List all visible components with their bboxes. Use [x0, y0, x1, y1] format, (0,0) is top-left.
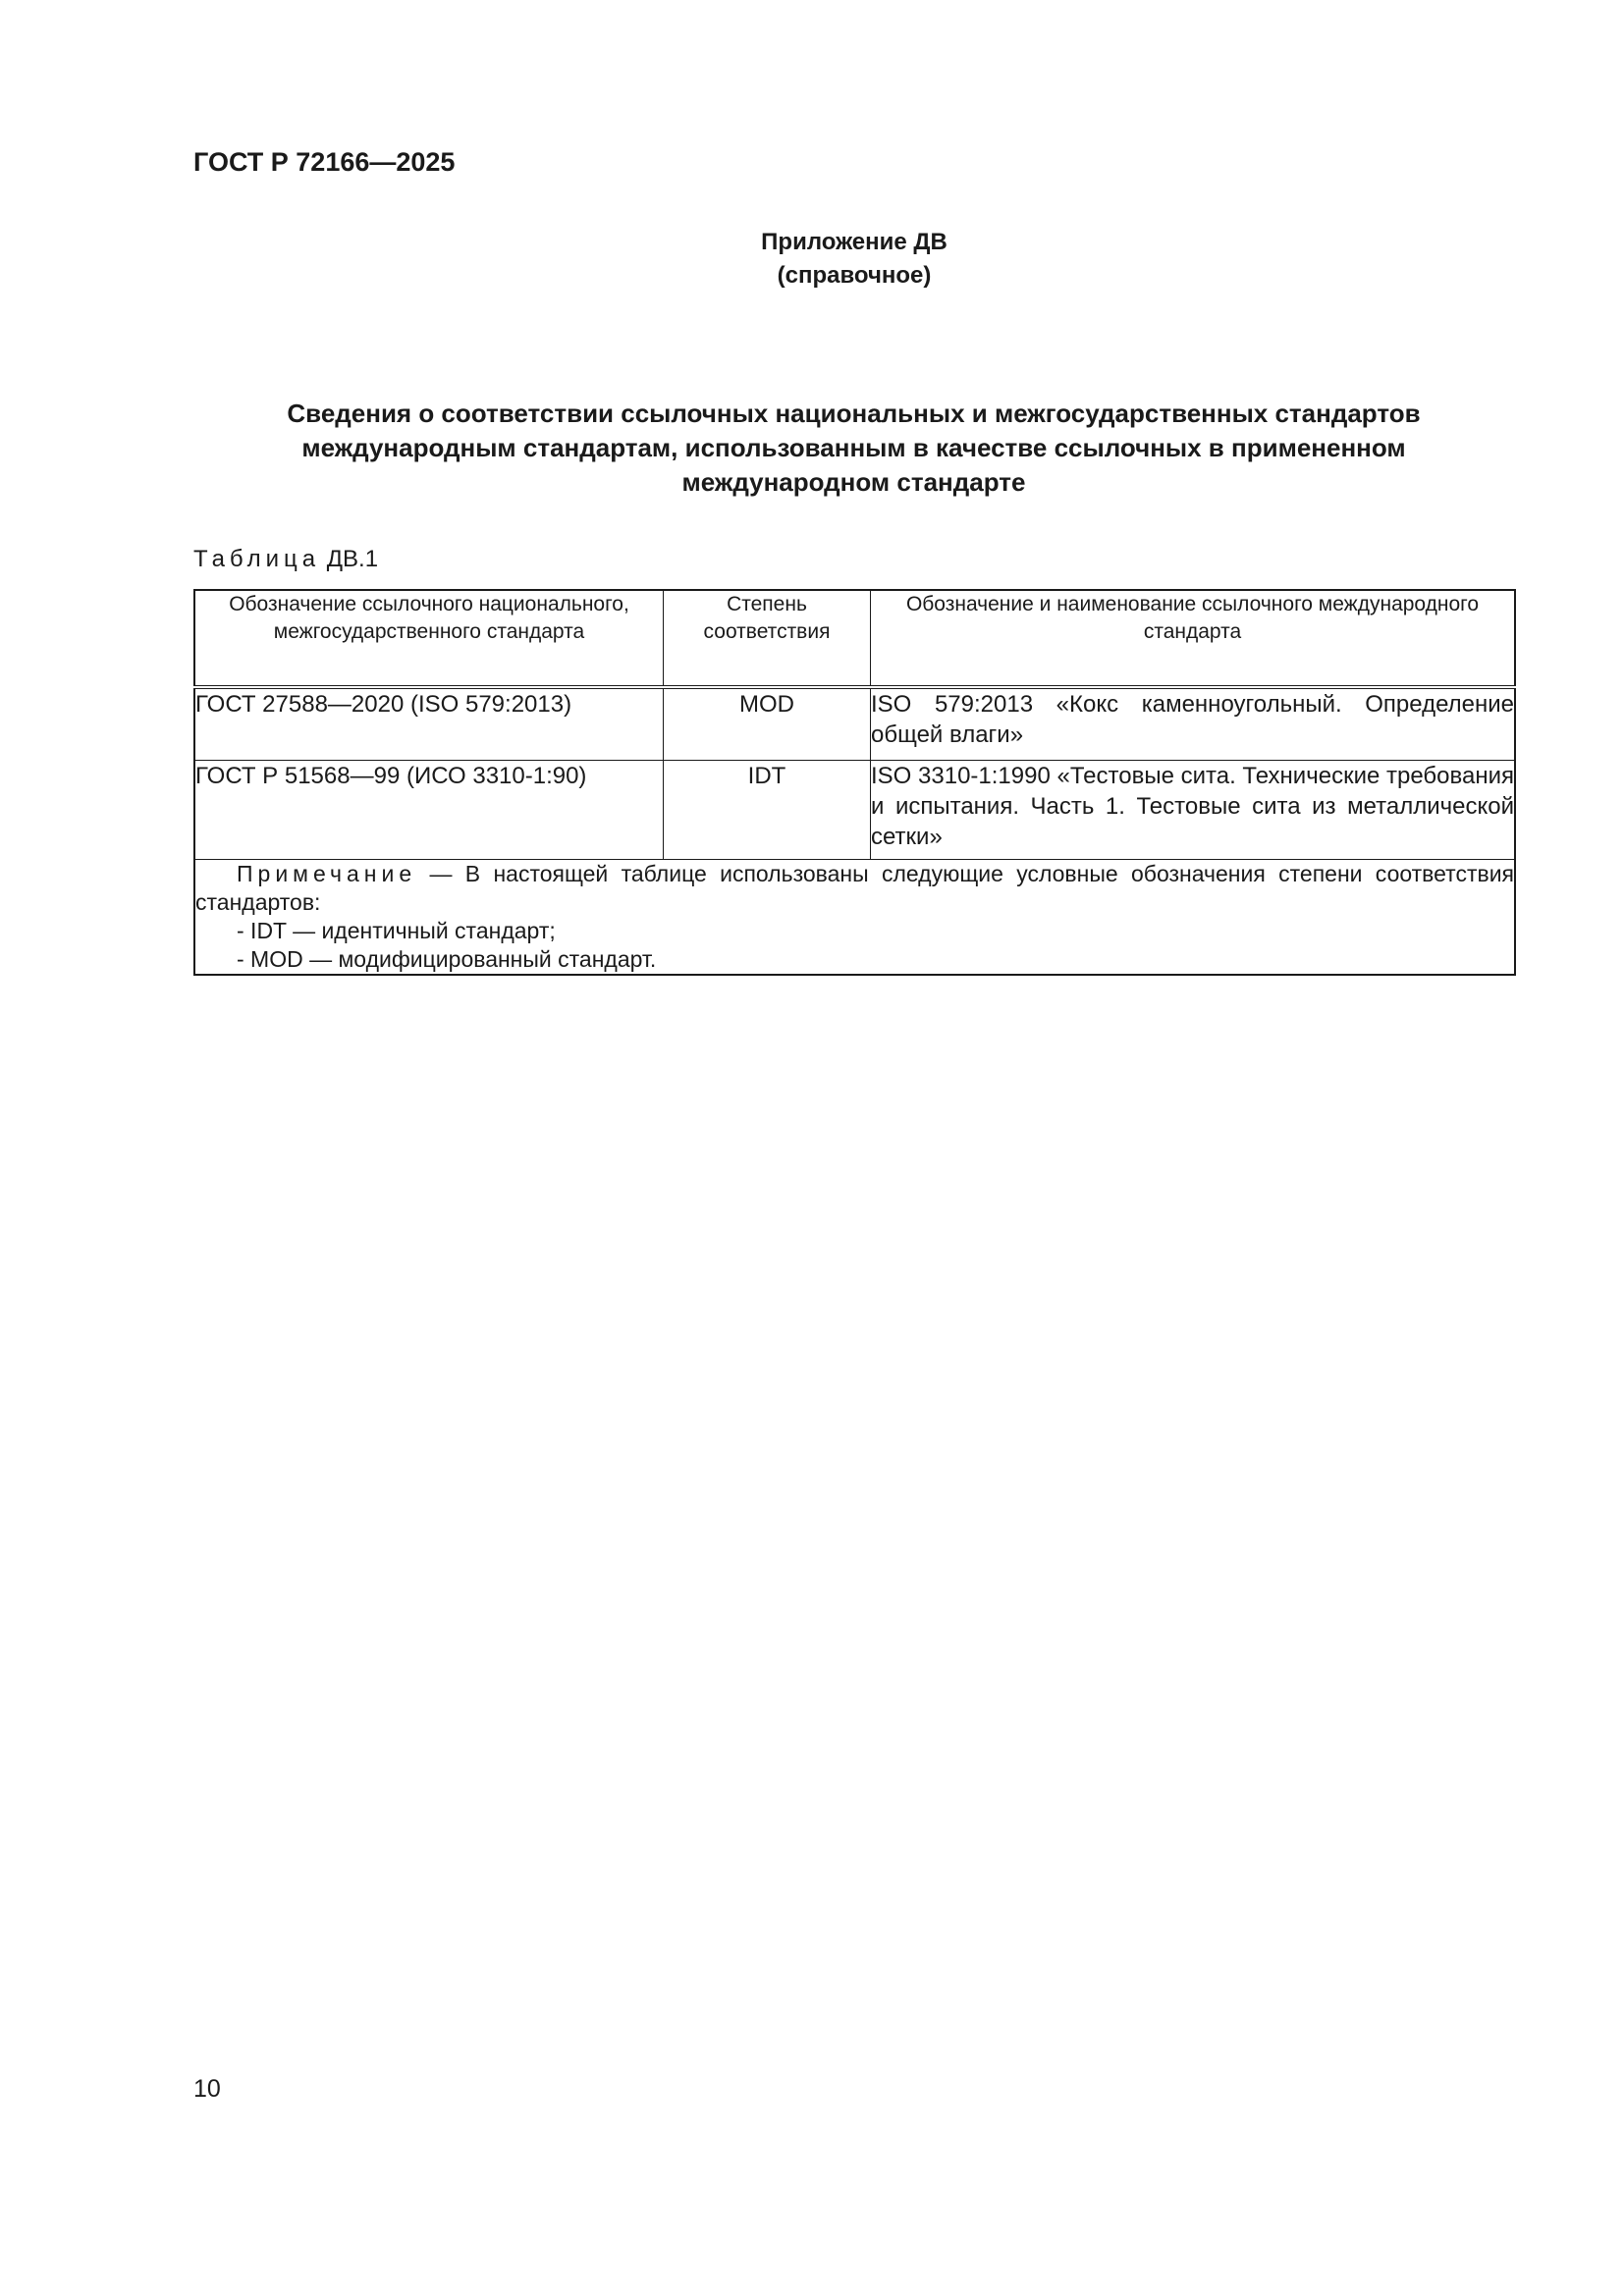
table-note-row	[194, 860, 1515, 976]
table-note	[194, 860, 1515, 976]
correspondence-table	[193, 589, 1516, 976]
cell-degree: MOD	[664, 687, 871, 761]
header-degree: Степень соответствия	[664, 590, 871, 687]
appendix-title-block	[0, 226, 1624, 293]
document-id: ГОСТ Р 72166—2025	[193, 147, 456, 177]
header-international-standard: Обозначение и наименование ссылочного международного стандарта	[871, 590, 1516, 687]
table-caption	[193, 546, 378, 573]
heading-line-3: международном стандарте	[681, 467, 1026, 497]
note-lead	[195, 860, 1514, 917]
table-caption-word: Таблица	[193, 546, 321, 572]
cell-national: ГОСТ 27588—2020 (ISO 579:2013)	[194, 687, 664, 761]
cell-international: ISO 3310-1:1990 «Тестовые сита. Технические требования и испытания. Часть 1. Тестовые сита из металлической сетки»	[871, 761, 1516, 860]
table-row	[194, 761, 1515, 860]
header-national-standard: Обозначение ссылочного национального, межгосударственного стандарта	[194, 590, 664, 687]
note-text: — В настоящей таблице использованы следующие условные обозначения степени соответствия стандартов:	[195, 861, 1515, 915]
table-row	[194, 687, 1515, 761]
note-item: - MOD — модифицированный стандарт.	[237, 946, 657, 972]
cell-national: ГОСТ Р 51568—99 (ИСО 3310-1:90)	[194, 761, 664, 860]
heading-line-1: Сведения о соответствии ссылочных национальных и межгосударственных стандартов	[287, 399, 1421, 428]
page-number: 10	[193, 2075, 221, 2103]
section-heading	[193, 397, 1514, 500]
table-caption-number: ДВ.1	[326, 546, 379, 572]
table-header-row	[194, 590, 1515, 687]
cell-degree: IDT	[664, 761, 871, 860]
appendix-title: Приложение ДВ	[761, 229, 947, 255]
note-item: - IDT — идентичный стандарт;	[237, 918, 556, 943]
cell-international: ISO 579:2013 «Кокс каменноугольный. Определение общей влаги»	[871, 687, 1516, 761]
note-label: Примечание	[237, 861, 417, 886]
heading-line-2: международным стандартам, использованным в качестве ссылочных в примененном	[301, 433, 1406, 462]
appendix-type: (справочное)	[777, 262, 932, 289]
